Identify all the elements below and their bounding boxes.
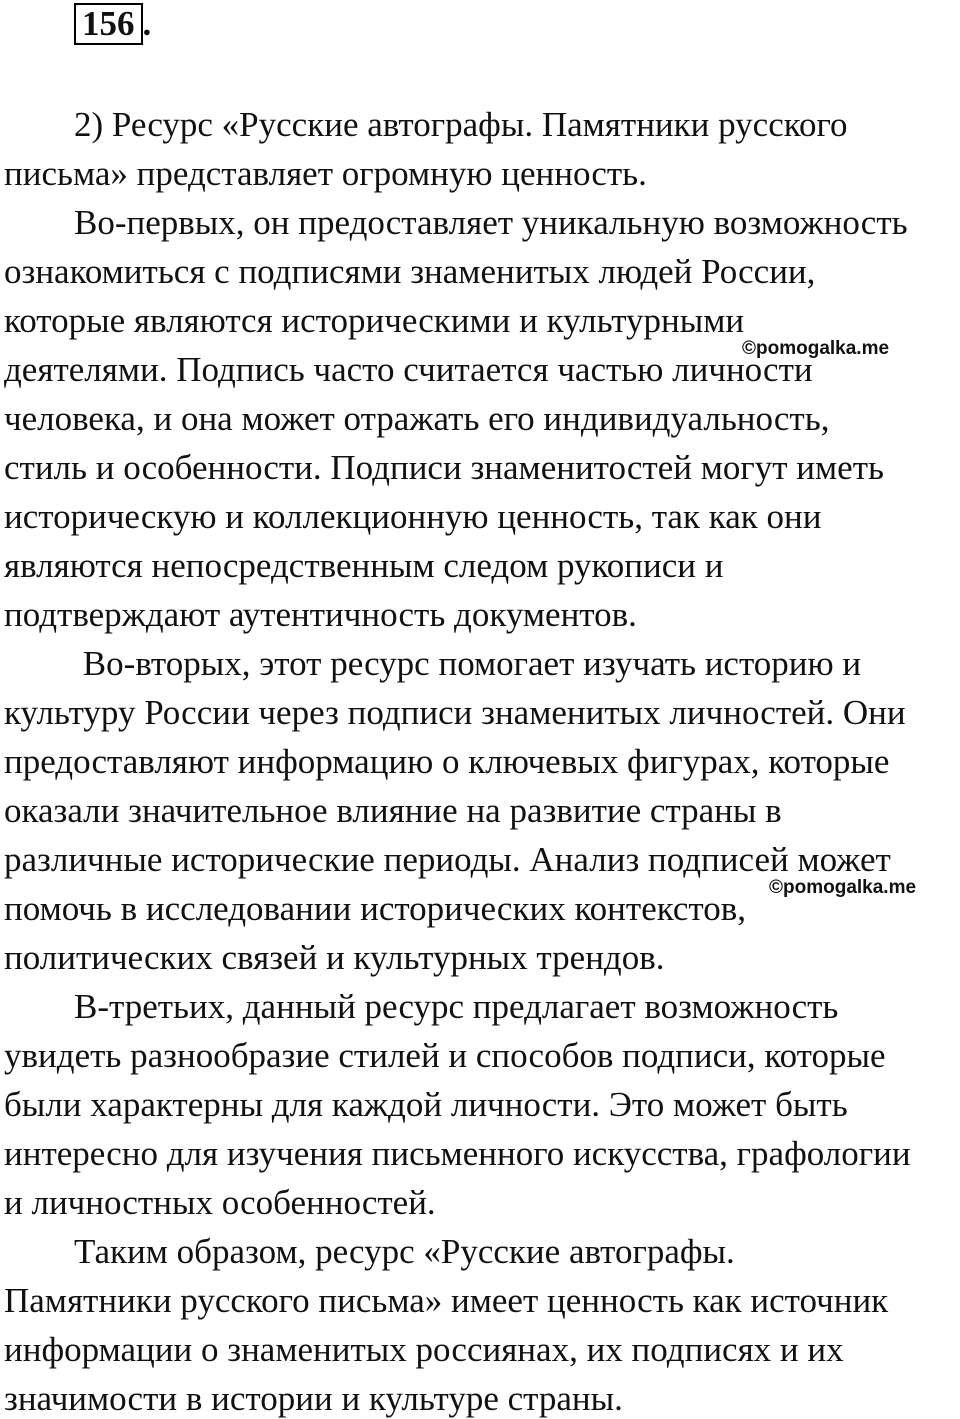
- text-line: оказали значительное влияние на развитие страны в: [4, 791, 782, 830]
- text-line: являются непосредственным следом рукописи и: [4, 546, 724, 585]
- text-line: культуру России через подписи знаменитых личностей. Они: [4, 693, 906, 732]
- text-line: значимости в истории и культуре страны.: [4, 1379, 623, 1418]
- task-number-box: 156: [74, 3, 143, 45]
- text-line: помочь в исследовании исторических контекстов,: [4, 889, 747, 928]
- text-line: Таким образом, ресурс «Русские автографы.: [74, 1232, 735, 1271]
- text-line: которые являются историческими и культурными: [4, 301, 745, 340]
- text-line: предоставляют информацию о ключевых фигурах, которые: [4, 742, 890, 781]
- text-line: стиль и особенности. Подписи знаменитостей могут иметь: [4, 448, 884, 487]
- text-line: человека, и она может отражать его индивидуальность,: [4, 399, 830, 438]
- text-line: деятелями. Подпись часто считается частью личности: [4, 350, 813, 389]
- text-line: Во-первых, он предоставляет уникальную возможность: [74, 203, 908, 242]
- text-line: различные исторические периоды. Анализ подписей может: [4, 840, 891, 879]
- watermark: ©pomogalka.me: [769, 877, 917, 898]
- text-line: историческую и коллекционную ценность, так как они: [4, 497, 822, 536]
- text-line: Памятники русского письма» имеет ценность как источник: [4, 1281, 889, 1320]
- text-line: ознакомиться с подписями знаменитых людей России,: [4, 252, 816, 291]
- text-line: были характерны для каждой личности. Это может быть: [4, 1085, 848, 1124]
- text-line: политических связей и культурных трендов.: [4, 938, 665, 977]
- text-line: письма» представляет огромную ценность.: [4, 154, 647, 193]
- watermark: ©pomogalka.me: [742, 338, 890, 359]
- text-line: Во-вторых, этот ресурс помогает изучать историю и: [74, 644, 862, 683]
- text-line: интересно для изучения письменного искусства, графологии: [4, 1134, 911, 1173]
- text-line: увидеть разнообразие стилей и способов подписи, которые: [4, 1036, 886, 1075]
- text-line: и личностных особенностей.: [4, 1183, 436, 1222]
- text-line: 2) Ресурс «Русские автографы. Памятники русского: [74, 105, 848, 144]
- text-line: подтверждают аутентичность документов.: [4, 595, 637, 634]
- text-line: информации о знаменитых россиянах, их подписях и их: [4, 1330, 844, 1369]
- text-line: В-третьих, данный ресурс предлагает возможность: [74, 987, 839, 1026]
- task-number: [74, 3, 151, 45]
- task-number-period: .: [142, 4, 152, 43]
